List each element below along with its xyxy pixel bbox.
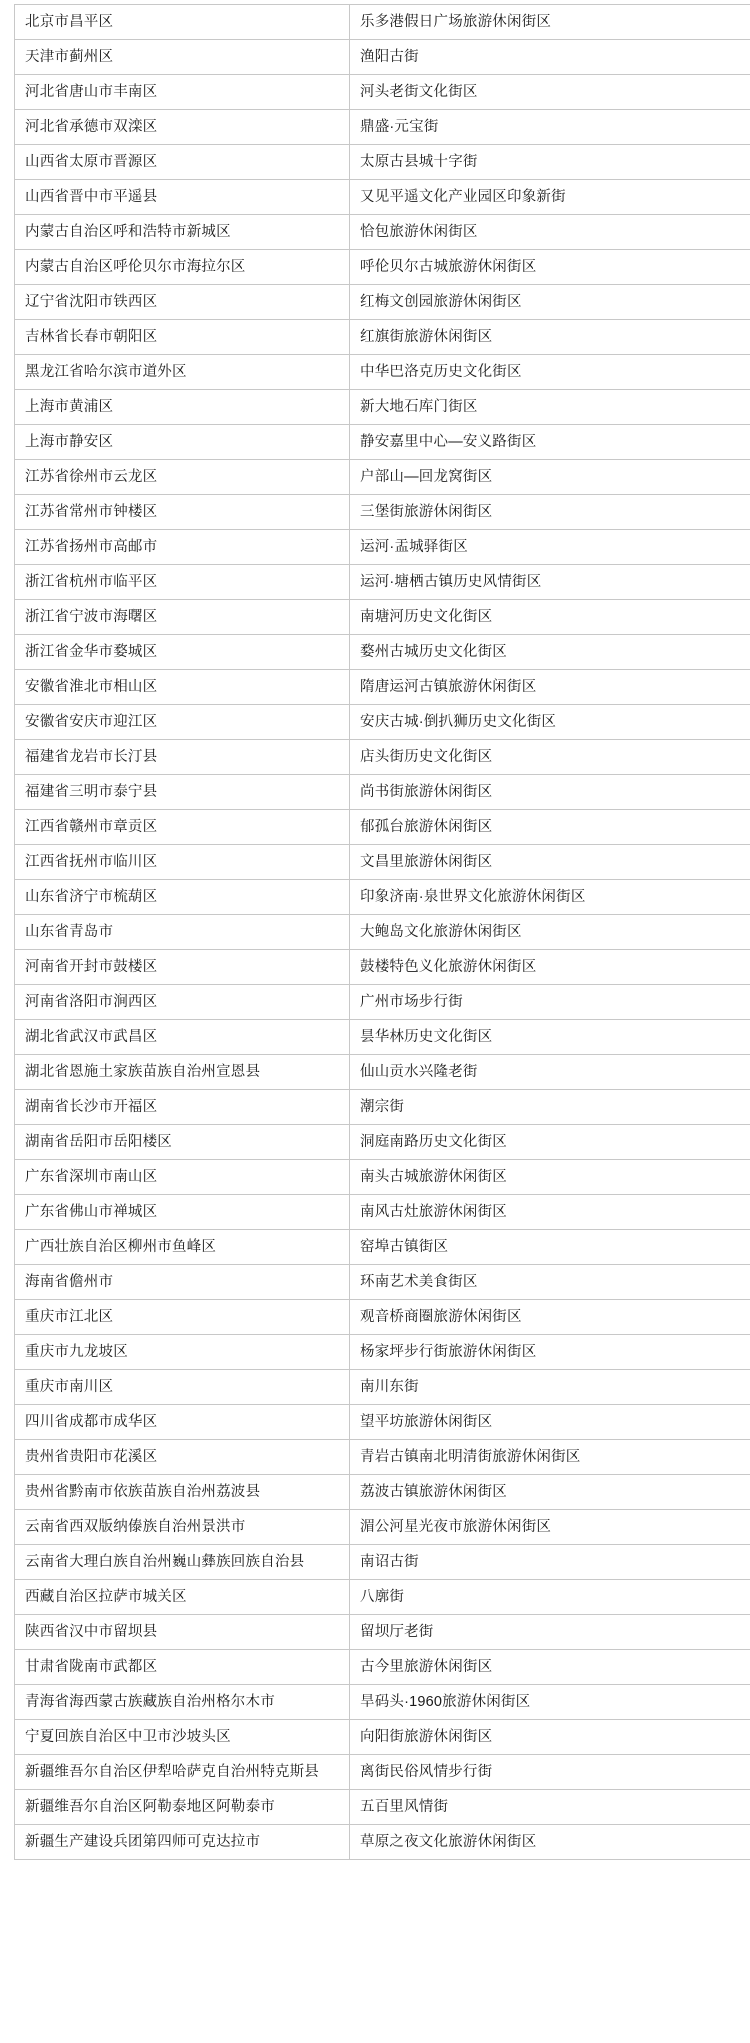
street-cell: 青岩古镇南北明清街旅游休闲街区	[350, 1440, 750, 1475]
district-cell: 贵州省贵阳市花溪区	[15, 1440, 350, 1475]
district-cell: 海南省儋州市	[15, 1265, 350, 1300]
table-row	[15, 600, 750, 635]
street-cell: 恰包旅游休闲街区	[350, 215, 750, 250]
table-row	[15, 1720, 750, 1755]
table-row	[15, 1755, 750, 1790]
district-cell: 广东省深圳市南山区	[15, 1160, 350, 1195]
table-row	[15, 40, 750, 75]
district-cell: 福建省三明市泰宁县	[15, 775, 350, 810]
street-cell: 南头古城旅游休闲街区	[350, 1160, 750, 1195]
table-row	[15, 110, 750, 145]
table-row	[15, 810, 750, 845]
district-cell: 四川省成都市成华区	[15, 1405, 350, 1440]
district-cell: 新疆维吾尔自治区伊犁哈萨克自治州特克斯县	[15, 1755, 350, 1790]
district-cell: 广东省佛山市禅城区	[15, 1195, 350, 1230]
table-row	[15, 1230, 750, 1265]
district-cell: 安徽省淮北市相山区	[15, 670, 350, 705]
street-cell: 八廓街	[350, 1580, 750, 1615]
table-row	[15, 1825, 750, 1860]
table-row	[15, 1405, 750, 1440]
street-cell: 渔阳古街	[350, 40, 750, 75]
district-cell: 黑龙江省哈尔滨市道外区	[15, 355, 350, 390]
table-row	[15, 1195, 750, 1230]
street-cell: 旱码头·1960旅游休闲街区	[350, 1685, 750, 1720]
district-cell: 江西省抚州市临川区	[15, 845, 350, 880]
table-row	[15, 1160, 750, 1195]
district-cell: 甘肃省陇南市武都区	[15, 1650, 350, 1685]
street-cell: 离街民俗风情步行街	[350, 1755, 750, 1790]
table-row	[15, 1090, 750, 1125]
table-row	[15, 285, 750, 320]
street-cell: 仙山贡水兴隆老街	[350, 1055, 750, 1090]
table-row	[15, 250, 750, 285]
street-cell: 文昌里旅游休闲街区	[350, 845, 750, 880]
district-cell: 河南省洛阳市涧西区	[15, 985, 350, 1020]
table-row	[15, 1300, 750, 1335]
district-cell: 安徽省安庆市迎江区	[15, 705, 350, 740]
district-cell: 浙江省宁波市海曙区	[15, 600, 350, 635]
table-row	[15, 320, 750, 355]
district-cell: 西藏自治区拉萨市城关区	[15, 1580, 350, 1615]
table-row	[15, 75, 750, 110]
street-cell: 婺州古城历史文化街区	[350, 635, 750, 670]
district-cell: 河北省唐山市丰南区	[15, 75, 350, 110]
street-cell: 太原古县城十字街	[350, 145, 750, 180]
table-row	[15, 670, 750, 705]
table-row	[15, 390, 750, 425]
table-body	[15, 5, 750, 1860]
street-cell: 洞庭南路历史文化街区	[350, 1125, 750, 1160]
street-cell: 印象济南·泉世界文化旅游休闲街区	[350, 880, 750, 915]
table-row	[15, 1790, 750, 1825]
district-cell: 浙江省杭州市临平区	[15, 565, 350, 600]
table-row	[15, 845, 750, 880]
table-row	[15, 1685, 750, 1720]
table-row	[15, 1440, 750, 1475]
street-cell: 尚书街旅游休闲街区	[350, 775, 750, 810]
region-street-table	[14, 4, 750, 1860]
street-cell: 潮宗街	[350, 1090, 750, 1125]
street-cell: 红旗街旅游休闲街区	[350, 320, 750, 355]
table-row	[15, 495, 750, 530]
table-row	[15, 1370, 750, 1405]
street-cell: 望平坊旅游休闲街区	[350, 1405, 750, 1440]
district-cell: 新疆生产建设兵团第四师可克达拉市	[15, 1825, 350, 1860]
district-cell: 湖南省长沙市开福区	[15, 1090, 350, 1125]
table-row	[15, 1475, 750, 1510]
street-cell: 运河·塘栖古镇历史风情街区	[350, 565, 750, 600]
street-cell: 乐多港假日广场旅游休闲街区	[350, 5, 750, 40]
street-cell: 鼎盛·元宝街	[350, 110, 750, 145]
district-cell: 天津市蓟州区	[15, 40, 350, 75]
street-cell: 又见平遥文化产业园区印象新街	[350, 180, 750, 215]
table-row	[15, 1335, 750, 1370]
table-row	[15, 425, 750, 460]
street-cell: 河头老街文化街区	[350, 75, 750, 110]
district-cell: 上海市黄浦区	[15, 390, 350, 425]
district-cell: 广西壮族自治区柳州市鱼峰区	[15, 1230, 350, 1265]
district-cell: 山西省太原市晋源区	[15, 145, 350, 180]
district-cell: 湖南省岳阳市岳阳楼区	[15, 1125, 350, 1160]
table-row	[15, 880, 750, 915]
table-row	[15, 1510, 750, 1545]
table-row	[15, 775, 750, 810]
street-cell: 中华巴洛克历史文化街区	[350, 355, 750, 390]
table-row	[15, 215, 750, 250]
street-cell: 窑埠古镇街区	[350, 1230, 750, 1265]
street-cell: 店头街历史文化街区	[350, 740, 750, 775]
street-cell: 向阳街旅游休闲街区	[350, 1720, 750, 1755]
street-cell: 观音桥商圈旅游休闲街区	[350, 1300, 750, 1335]
table-row	[15, 5, 750, 40]
street-cell: 呼伦贝尔古城旅游休闲街区	[350, 250, 750, 285]
table-row	[15, 950, 750, 985]
street-cell: 南诏古街	[350, 1545, 750, 1580]
district-cell: 青海省海西蒙古族藏族自治州格尔木市	[15, 1685, 350, 1720]
district-cell: 江苏省扬州市高邮市	[15, 530, 350, 565]
street-cell: 昙华林历史文化街区	[350, 1020, 750, 1055]
district-cell: 江苏省常州市钟楼区	[15, 495, 350, 530]
table-row	[15, 705, 750, 740]
district-cell: 江西省赣州市章贡区	[15, 810, 350, 845]
district-cell: 重庆市九龙坡区	[15, 1335, 350, 1370]
table-row	[15, 635, 750, 670]
district-cell: 河北省承德市双滦区	[15, 110, 350, 145]
district-cell: 山东省青岛市	[15, 915, 350, 950]
street-cell: 杨家坪步行街旅游休闲街区	[350, 1335, 750, 1370]
district-cell: 山西省晋中市平遥县	[15, 180, 350, 215]
street-cell: 安庆古城·倒扒狮历史文化街区	[350, 705, 750, 740]
district-cell: 云南省西双版纳傣族自治州景洪市	[15, 1510, 350, 1545]
table-row	[15, 1125, 750, 1160]
table-row	[15, 1265, 750, 1300]
table-row	[15, 180, 750, 215]
table-row	[15, 985, 750, 1020]
table-row	[15, 740, 750, 775]
district-cell: 陕西省汉中市留坝县	[15, 1615, 350, 1650]
table-row	[15, 1545, 750, 1580]
street-cell: 户部山—回龙窝街区	[350, 460, 750, 495]
district-cell: 浙江省金华市婺城区	[15, 635, 350, 670]
street-cell: 三堡街旅游休闲街区	[350, 495, 750, 530]
district-cell: 云南省大理白族自治州巍山彝族回族自治县	[15, 1545, 350, 1580]
street-cell: 鼓楼特色义化旅游休闲街区	[350, 950, 750, 985]
street-cell: 新大地石库门街区	[350, 390, 750, 425]
district-cell: 北京市昌平区	[15, 5, 350, 40]
table-row	[15, 915, 750, 950]
table-row	[15, 145, 750, 180]
street-cell: 静安嘉里中心—安义路街区	[350, 425, 750, 460]
district-cell: 湖北省武汉市武昌区	[15, 1020, 350, 1055]
district-cell: 重庆市江北区	[15, 1300, 350, 1335]
district-cell: 上海市静安区	[15, 425, 350, 460]
table-row	[15, 1580, 750, 1615]
street-cell: 古今里旅游休闲街区	[350, 1650, 750, 1685]
table-row	[15, 460, 750, 495]
district-cell: 内蒙古自治区呼伦贝尔市海拉尔区	[15, 250, 350, 285]
district-cell: 江苏省徐州市云龙区	[15, 460, 350, 495]
district-cell: 吉林省长春市朝阳区	[15, 320, 350, 355]
street-cell: 大鲍岛文化旅游休闲街区	[350, 915, 750, 950]
table-row	[15, 1615, 750, 1650]
table-row	[15, 1650, 750, 1685]
street-cell: 南塘河历史文化街区	[350, 600, 750, 635]
street-cell: 荔波古镇旅游休闲街区	[350, 1475, 750, 1510]
table-row	[15, 1020, 750, 1055]
street-cell: 郁孤台旅游休闲街区	[350, 810, 750, 845]
street-cell: 留坝厅老街	[350, 1615, 750, 1650]
table-row	[15, 530, 750, 565]
street-cell: 湄公河星光夜市旅游休闲街区	[350, 1510, 750, 1545]
street-cell: 红梅文创园旅游休闲街区	[350, 285, 750, 320]
district-cell: 河南省开封市鼓楼区	[15, 950, 350, 985]
street-cell: 运河·盂城驿街区	[350, 530, 750, 565]
street-cell: 广州市场步行街	[350, 985, 750, 1020]
district-cell: 新疆维吾尔自治区阿勒泰地区阿勒泰市	[15, 1790, 350, 1825]
district-cell: 辽宁省沈阳市铁西区	[15, 285, 350, 320]
street-cell: 隋唐运河古镇旅游休闲街区	[350, 670, 750, 705]
district-cell: 重庆市南川区	[15, 1370, 350, 1405]
table-row	[15, 355, 750, 390]
district-cell: 湖北省恩施土家族苗族自治州宣恩县	[15, 1055, 350, 1090]
street-cell: 环南艺术美食街区	[350, 1265, 750, 1300]
table-row	[15, 565, 750, 600]
street-cell: 五百里风情街	[350, 1790, 750, 1825]
street-cell: 南川东街	[350, 1370, 750, 1405]
district-cell: 山东省济宁市梳葫区	[15, 880, 350, 915]
district-cell: 宁夏回族自治区中卫市沙坡头区	[15, 1720, 350, 1755]
table-row	[15, 1055, 750, 1090]
district-cell: 内蒙古自治区呼和浩特市新城区	[15, 215, 350, 250]
district-cell: 贵州省黔南市依族苗族自治州荔波县	[15, 1475, 350, 1510]
street-cell: 南风古灶旅游休闲街区	[350, 1195, 750, 1230]
district-cell: 福建省龙岩市长汀县	[15, 740, 350, 775]
street-cell: 草原之夜文化旅游休闲街区	[350, 1825, 750, 1860]
